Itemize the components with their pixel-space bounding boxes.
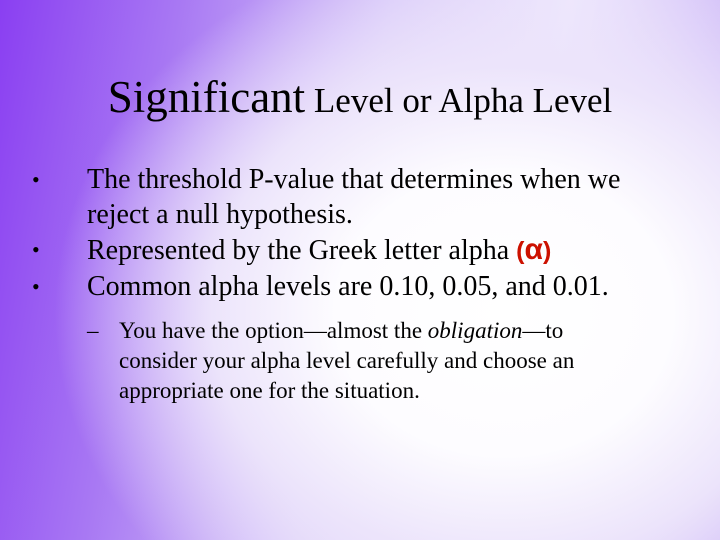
slide-title-part2: Level or Alpha Level	[305, 81, 613, 120]
sub-bullet-text-after: —to consider your alpha level carefully and choose an appropriate one for the situation.	[119, 318, 575, 403]
sub-bullet-text-before: You have the option—almost the	[119, 318, 428, 343]
sub-bullet-emphasis: obligation	[427, 318, 523, 343]
sub-bullet-marker: –	[87, 318, 99, 343]
bullet-marker: •	[32, 237, 40, 262]
bullet-marker: •	[32, 274, 40, 299]
bullet-text: Common alpha levels are 0.10, 0.05, and 0.01.	[87, 271, 609, 302]
bullet-text: Represented by the Greek letter alpha	[87, 235, 517, 266]
bullet-item	[32, 162, 682, 232]
alpha-symbol-group	[516, 235, 551, 266]
sub-bullet-list	[87, 316, 682, 406]
paren-open: (	[516, 237, 525, 265]
sub-bullet-text	[119, 316, 599, 406]
sub-bullet-item	[87, 316, 682, 406]
slide-title	[0, 70, 720, 135]
bullet-list	[32, 162, 682, 406]
slide-title-part1: Significant	[107, 72, 306, 122]
bullet-text: The threshold P-value that determines when we reject a null hypothesis.	[87, 164, 621, 230]
bullet-item	[32, 269, 682, 406]
bullet-marker: •	[32, 167, 40, 192]
alpha-symbol: α	[524, 233, 543, 266]
bullet-item	[32, 232, 682, 269]
paren-close: )	[542, 237, 552, 265]
